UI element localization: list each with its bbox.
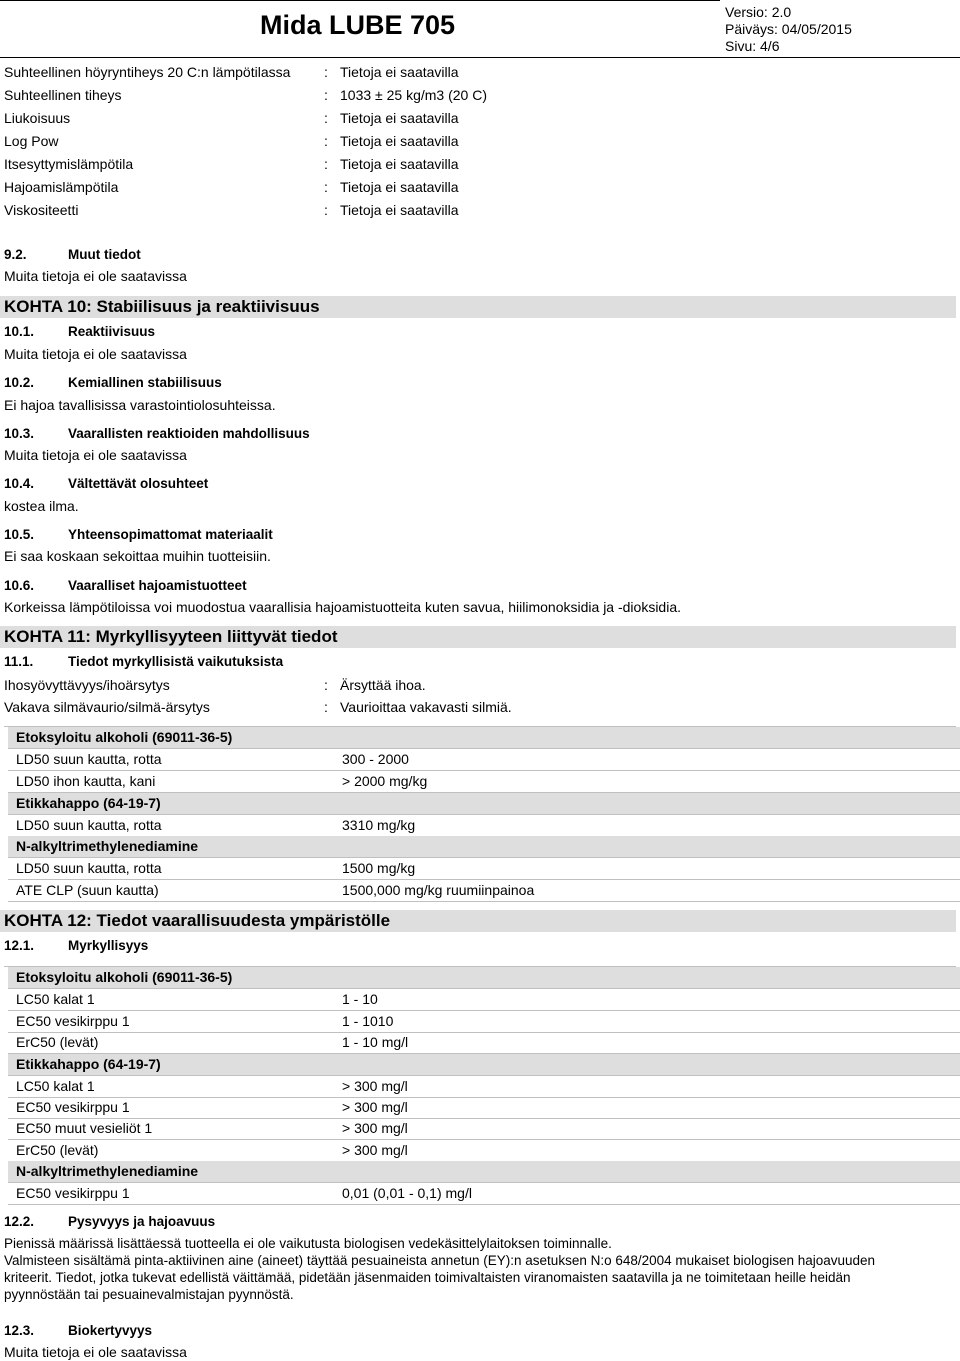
table-row [8,989,960,1011]
group-name: N-alkyltrimethylenediamine [16,838,199,854]
section-10-title: KOHTA 10: Stabiilisuus ja reaktiivisuus [4,297,320,316]
paragraph-line: Pienissä määrissä lisättäessä tuotteella ei ole vaikutusta biologisen vedekäsittelylaitoksen toiminnalle. [4,1236,612,1251]
row-label: EC50 vesikirppu 1 [16,1013,130,1029]
property-label: Log Pow [4,133,59,149]
header-top-rule [0,0,720,1]
property-label: Suhteellinen tiheys [4,87,122,103]
row-value: > 300 mg/l [342,1078,408,1094]
group-name: Etoksyloitu alkoholi (69011-36-5) [16,969,233,985]
row-label: EC50 vesikirppu 1 [16,1099,130,1115]
row-label: ErC50 (levät) [16,1034,99,1050]
row-value: 0,01 (0,01 - 0,1) mg/l [342,1185,472,1201]
table-row [8,1140,960,1162]
row-value: > 2000 mg/kg [342,773,428,789]
section-11-title: KOHTA 11: Myrkyllisyyteen liittyvät tiedot [4,627,338,646]
subsection-number: 10.3. [4,426,35,441]
subsection-title: Kemiallinen stabiilisuus [68,375,222,390]
page-number: Sivu: 4/6 [725,38,780,54]
subsection-text: Ei hajoa tavallisissa varastointiolosuhteissa. [4,397,276,413]
property-colon: : [324,87,328,103]
subsection-title: Vaaralliset hajoamistuotteet [68,578,247,593]
property-value: Tietoja ei saatavilla [340,202,459,218]
subsection-text: Muita tietoja ei ole saatavissa [4,268,187,284]
property-value: Tietoja ei saatavilla [340,64,459,80]
property-label: Liukoisuus [4,110,71,126]
subsection-text: Korkeissa lämpötiloissa voi muodostua vaarallisia hajoamistuotteita kuten savua, hiilimonoksidia ja -dioksidia. [4,599,682,615]
ecotoxicity-table [4,966,956,1201]
row-label: EC50 vesikirppu 1 [16,1185,130,1201]
property-colon: : [324,156,328,172]
subsection-number: 12.3. [4,1323,35,1338]
row-value: 1500 mg/kg [342,860,416,876]
group-name: Etikkahappo (64-19-7) [16,795,161,811]
row-label: ErC50 (levät) [16,1142,99,1158]
property-colon: : [324,677,328,693]
subsection-number: 9.2. [4,247,27,262]
subsection-title: Pysyvyys ja hajoavuus [68,1214,216,1229]
row-value: > 300 mg/l [342,1142,408,1158]
table-row [8,749,960,771]
property-colon: : [324,133,328,149]
toxicity-table [4,726,956,898]
subsection-number: 11.1. [4,654,34,669]
property-value: 1033 ± 25 kg/m3 (20 C) [340,87,487,103]
subsection-number: 10.5. [4,527,35,542]
table-row [8,1183,960,1205]
row-value: > 300 mg/l [342,1099,408,1115]
table-group-header [8,967,960,989]
property-value: Tietoja ei saatavilla [340,179,459,195]
row-label: LD50 suun kautta, rotta [16,751,162,767]
property-label: Vakava silmävaurio/silmä-ärsytys [4,699,210,715]
subsection-title: Vältettävät olosuhteet [68,476,209,491]
property-colon: : [324,110,328,126]
table-group-header [8,836,960,858]
paragraph-line: kriteerit. Tiedot, jotka tukevat edellistä väittämää, pidetään jäsenmaiden toimivaltaisten viranomaisten saatavilla ja ne toimitetaan heille heidän [4,1270,851,1285]
row-value: 1 - 10 mg/l [342,1034,409,1050]
property-label: Itsesyttymislämpötila [4,156,134,172]
row-label: LD50 suun kautta, rotta [16,817,162,833]
subsection-title: Tiedot myrkyllisistä vaikutuksista [68,654,284,669]
property-value: Tietoja ei saatavilla [340,110,459,126]
row-value: 1 - 10 [342,991,378,1007]
subsection-title: Myrkyllisyys [68,938,149,953]
property-value: Tietoja ei saatavilla [340,156,459,172]
table-group-header [8,727,960,749]
subsection-title: Reaktiivisuus [68,324,156,339]
subsection-number: 10.4. [4,476,35,491]
property-value: Tietoja ei saatavilla [340,133,459,149]
paragraph-line: Valmisteen sisältämä pinta-aktiivinen aine (aineet) täyttää pesuaineista annetun (EY):n asetuksen N:o 648/2004 mukaiset biologisen hajoavuuden [4,1253,876,1268]
row-value: 1 - 1010 [342,1013,394,1029]
subsection-number: 10.1. [4,324,35,339]
row-value: > 300 mg/l [342,1120,408,1136]
subsection-number: 12.1. [4,938,35,953]
property-colon: : [324,64,328,80]
row-label: LC50 kalat 1 [16,1078,95,1094]
table-row [8,1011,960,1033]
row-label: LD50 suun kautta, rotta [16,860,162,876]
paragraph-line: pyynnöstään tai pesuainevalmistajan pyynnöstä. [4,1287,294,1302]
group-name: N-alkyltrimethylenediamine [16,1163,199,1179]
date-label: Päiväys: 04/05/2015 [725,21,852,37]
property-value: Vaurioittaa vakavasti silmiä. [340,699,512,715]
row-value: 1500,000 mg/kg ruumiinpainoa [342,882,535,898]
table-row [8,815,960,837]
property-colon: : [324,699,328,715]
property-label: Viskositeetti [4,202,79,218]
property-colon: : [324,179,328,195]
table-row [8,880,960,902]
subsection-number: 10.2. [4,375,35,390]
row-value: 3310 mg/kg [342,817,416,833]
version-label: Versio: 2.0 [725,4,792,20]
subsection-text: Ei saa koskaan sekoittaa muihin tuotteisiin. [4,548,271,564]
subsection-text: Muita tietoja ei ole saatavissa [4,346,187,362]
table-row [8,858,960,880]
group-name: Etoksyloitu alkoholi (69011-36-5) [16,729,233,745]
property-label: Hajoamislämpötila [4,179,119,195]
section-12-title: KOHTA 12: Tiedot vaarallisuudesta ympäristölle [4,911,391,930]
property-label: Suhteellinen höyryntiheys 20 C:n lämpötilassa [4,64,291,80]
subsection-text: kostea ilma. [4,498,79,514]
subsection-number: 12.2. [4,1214,35,1229]
subsection-title: Muut tiedot [68,247,141,262]
row-label: ATE CLP (suun kautta) [16,882,159,898]
subsection-title: Yhteensopimattomat materiaalit [68,527,273,542]
subsection-text: Muita tietoja ei ole saatavissa [4,447,187,463]
document-title: Mida LUBE 705 [260,10,456,40]
row-label: EC50 muut vesieliöt 1 [16,1120,153,1136]
header-divider [0,57,960,58]
subsection-title: Vaarallisten reaktioiden mahdollisuus [68,426,310,441]
subsection-text: Muita tietoja ei ole saatavissa [4,1344,187,1360]
row-label: LC50 kalat 1 [16,991,95,1007]
table-row [8,771,960,793]
row-label: LD50 ihon kautta, kani [16,773,156,789]
row-value: 300 - 2000 [342,751,409,767]
property-colon: : [324,202,328,218]
table-row [8,1076,960,1098]
table-row [8,1118,960,1140]
table-row [8,1032,960,1054]
table-group-header [8,1161,960,1183]
group-name: Etikkahappo (64-19-7) [16,1056,161,1072]
table-row [8,1097,960,1119]
subsection-title: Biokertyvyys [68,1323,153,1338]
property-value: Ärsyttää ihoa. [340,677,426,693]
table-group-header [8,1054,960,1076]
property-label: Ihosyövyttävyys/ihoärsytys [4,677,170,693]
subsection-number: 10.6. [4,578,35,593]
table-group-header [8,793,960,815]
